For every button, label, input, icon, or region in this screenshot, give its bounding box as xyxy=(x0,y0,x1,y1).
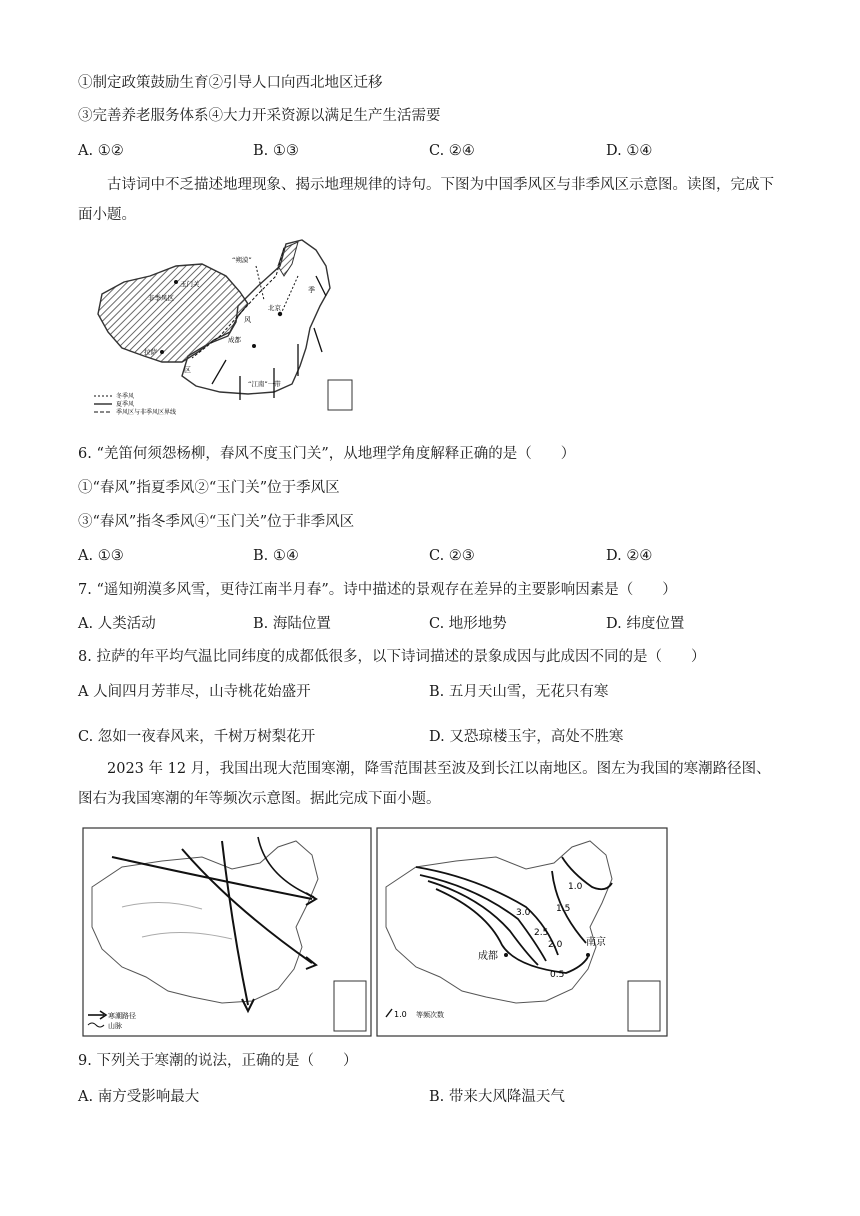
q6-option-b: B. ①④ xyxy=(253,548,299,564)
label-nanjing: 南京 xyxy=(586,937,606,948)
q8-stem: 8. 拉萨的年平均气温比同纬度的成都低很多，以下诗词描述的景象成因与此成因不同的是（ ） xyxy=(78,649,706,665)
isoline-label-2-0: 2.0 xyxy=(548,940,563,950)
label-qu: 区 xyxy=(184,366,191,374)
q5-statement-1: ①制定政策鼓励生育②引导人口向西北地区迁移 xyxy=(78,75,383,91)
legend-boundary: 季风区与非季风区界线 xyxy=(116,409,177,416)
q7-option-d: D. 纬度位置 xyxy=(606,616,685,632)
intro-paragraph-cold-wave: 2023 年 12 月，我国出现大范围寒潮，降雪范围甚至波及到长江以南地区。图左为我国的寒潮路径图、图右为我国寒潮的年等频次示意图。据此完成下面小题。 xyxy=(78,761,771,807)
cold-wave-path-map xyxy=(82,827,372,1037)
q7-option-a: A. 人类活动 xyxy=(78,616,156,632)
isoline-label-1-0: 1.0 xyxy=(568,882,583,892)
isoline-label-0-5: 0.5 xyxy=(550,970,565,980)
label-ji: 季 xyxy=(308,286,315,294)
q8-option-a: A 人间四月芳菲尽，山寺桃花始盛开 xyxy=(78,684,311,700)
label-jiangnan: “江南”一带 xyxy=(248,380,281,388)
q7-option-c: C. 地形地势 xyxy=(429,616,507,632)
legend-winter-monsoon: 冬季风 xyxy=(116,393,135,400)
q7-stem: 7. “遥知朔漠多风雪，更待江南半月春”。诗中描述的景观存在差异的主要影响因素是（ ） xyxy=(78,582,677,598)
label-nonmonsoon: 非季风区 xyxy=(148,294,174,302)
legend-isoline-value: 1.0 xyxy=(394,1010,407,1019)
q5-option-a: A. ①② xyxy=(78,143,124,159)
intro-paragraph-monsoon: 古诗词中不乏描述地理现象、揭示地理规律的诗句。下图为中国季风区与非季风区示意图。读图，完成下面小题。 xyxy=(78,177,774,223)
q5-option-b: B. ①③ xyxy=(253,143,299,159)
q6-option-c: C. ②③ xyxy=(429,548,475,564)
label-chengdu: 成都 xyxy=(228,336,241,344)
label-feng: 风 xyxy=(244,316,251,324)
q7-option-b: B. 海陆位置 xyxy=(253,616,331,632)
legend-cold-wave-path: 寒潮路径 xyxy=(108,1012,136,1020)
q6-stem: 6. “羌笛何须怨杨柳，春风不度玉门关”，从地理学角度解释正确的是（ ） xyxy=(78,446,576,462)
legend-summer-monsoon: 夏季风 xyxy=(116,401,135,408)
q8-option-d: D. 又恐琼楼玉宇，高处不胜寒 xyxy=(429,729,624,745)
legend-isoline: 等频次数 xyxy=(416,1011,444,1019)
q5-option-d: D. ①④ xyxy=(606,143,653,159)
q8-option-b: B. 五月天山雪，无花只有寒 xyxy=(429,684,609,700)
q9-option-a: A. 南方受影响最大 xyxy=(78,1089,200,1105)
label-lhasa: 拉萨 xyxy=(144,348,157,356)
label-shuomo: “朔漠” xyxy=(232,256,252,264)
q5-statement-2: ③完善养老服务体系④大力开采资源以满足生产生活需要 xyxy=(78,108,441,124)
q9-option-b: B. 带来大风降温天气 xyxy=(429,1089,565,1105)
isoline-label-2-5: 2.5 xyxy=(534,928,549,938)
label-yumenguan: 玉门关 xyxy=(180,280,200,288)
q6-option-d: D. ②④ xyxy=(606,548,653,564)
q9-stem: 9. 下列关于寒潮的说法，正确的是（ ） xyxy=(78,1053,358,1069)
q6-statement-2: ③“春风”指冬季风④“玉门关”位于非季风区 xyxy=(78,514,355,530)
isoline-label-3-0: 3.0 xyxy=(516,908,531,918)
label-chengdu-map3: 成都 xyxy=(478,951,498,962)
label-beijing: 北京 xyxy=(268,304,281,312)
cold-wave-frequency-map xyxy=(376,827,668,1037)
q8-option-c: C. 忽如一夜春风来，千树万树梨花开 xyxy=(78,729,316,745)
legend-mountains: 山脉 xyxy=(108,1022,122,1030)
isoline-label-1-5: 1.5 xyxy=(556,904,571,914)
q6-statement-1: ①“春风”指夏季风②“玉门关”位于季风区 xyxy=(78,480,340,496)
monsoon-region-map xyxy=(88,236,364,416)
q5-option-c: C. ②④ xyxy=(429,143,475,159)
q6-option-a: A. ①③ xyxy=(78,548,124,564)
